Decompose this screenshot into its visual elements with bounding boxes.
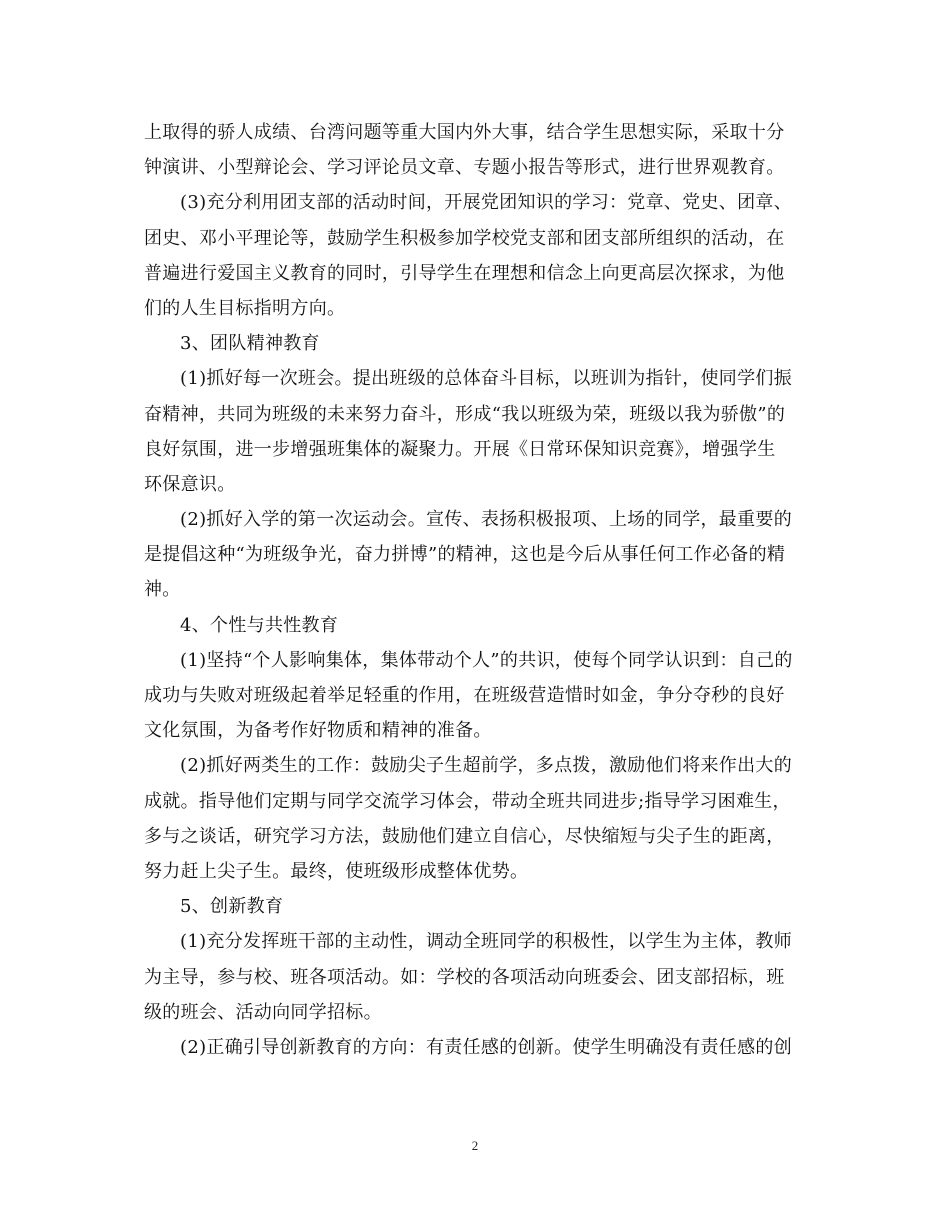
- paragraph: [144, 643, 806, 749]
- paragraph-line: 为主导，参与校、班各项活动。如：学校的各项活动向班委会、团支部招标，班: [144, 966, 785, 988]
- paragraph-line: 4、个性与共性教育: [180, 614, 339, 636]
- paragraph-line: 努力赶上尖子生。最终，使班级形成整体优势。: [144, 860, 529, 882]
- paragraph-line: 普遍进行爱国主义教育的同时，引导学生在理想和信念上向更高层次探求，为他: [144, 262, 785, 284]
- page-number: 2: [471, 1138, 479, 1153]
- paragraph-line: 成就。指导他们定期与同学交流学习体会，带动全班共同进步;指导学习困难生，: [144, 790, 791, 812]
- paragraph-line: 们的人生目标指明方向。: [144, 297, 346, 319]
- paragraph-line: (2)正确引导创新教育的方向：有责任感的创新。使学生明确没有责任感的创: [180, 1036, 792, 1058]
- paragraph-line: (2)抓好入学的第一次运动会。宣传、表扬积极报项、上场的同学，最重要的: [180, 509, 792, 531]
- paragraph: [144, 326, 806, 361]
- paragraph-line: 是提倡这种“为班级争光，奋力拼博”的精神，这也是今后从事任何工作必备的精: [144, 544, 786, 566]
- paragraph-line: 5、创新教育: [180, 896, 284, 918]
- paragraph: [144, 185, 806, 326]
- paragraph: [144, 361, 806, 502]
- paragraph-line: 上取得的骄人成绩、台湾问题等重大国内外大事，结合学生思想实际，采取十分: [144, 122, 785, 143]
- paragraph-line: (1)充分发挥班干部的主动性，调动全班同学的积极性，以学生为主体，教师: [180, 931, 792, 953]
- paragraph-line: (3)充分利用团支部的活动时间，开展党团知识的学习：党章、党史、团章、: [180, 192, 792, 214]
- paragraph-line: 成功与失败对班级起着举足轻重的作用，在班级营造惜时如金，争分夺秒的良好: [144, 685, 785, 706]
- paragraph-line: (1)抓好每一次班会。提出班级的总体奋斗目标，以班训为指针，使同学们振: [180, 368, 792, 390]
- document-body: [144, 115, 806, 1065]
- paragraph-line: 文化氛围，为备考作好物质和精神的准备。: [144, 720, 492, 742]
- paragraph-line: 团史、邓小平理论等，鼓励学生积极参加学校党支部和团支部所组织的活动，在: [144, 227, 785, 249]
- paragraph-line: (1)坚持“个人影响集体，集体带动个人”的共识，使每个同学认识到：自己的: [180, 649, 793, 671]
- paragraph-line: 奋精神，共同为班级的未来努力奋斗，形成“我以班级为荣，班级以我为骄傲”的: [144, 403, 786, 425]
- paragraph: [144, 889, 806, 924]
- paragraph-line: 神。: [144, 579, 181, 601]
- paragraph-line: 级的班会、活动向同学招标。: [144, 1001, 382, 1023]
- paragraph-line: (2)抓好两类生的工作：鼓励尖子生超前学，多点拨，激励他们将来作出大的: [180, 755, 792, 777]
- paragraph-line: 3、团队精神教育: [180, 333, 320, 355]
- paragraph: [144, 608, 806, 643]
- paragraph: [144, 924, 806, 1030]
- paragraph: [144, 502, 806, 608]
- paragraph-line: 良好氛围，进一步增强班集体的凝聚力。开展《日常环保知识竞赛》，增强学生: [144, 438, 776, 460]
- paragraph-line: 多与之谈话，研究学习方法，鼓励他们建立自信心，尽快缩短与尖子生的距离，: [144, 825, 785, 847]
- paragraph-line: 钟演讲、小型辩论会、学习评论员文章、专题小报告等形式，进行世界观教育。: [144, 157, 785, 179]
- paragraph: [144, 1030, 806, 1065]
- paragraph-line: 环保意识。: [144, 473, 236, 495]
- paragraph: [144, 115, 806, 185]
- paragraph: [144, 748, 806, 889]
